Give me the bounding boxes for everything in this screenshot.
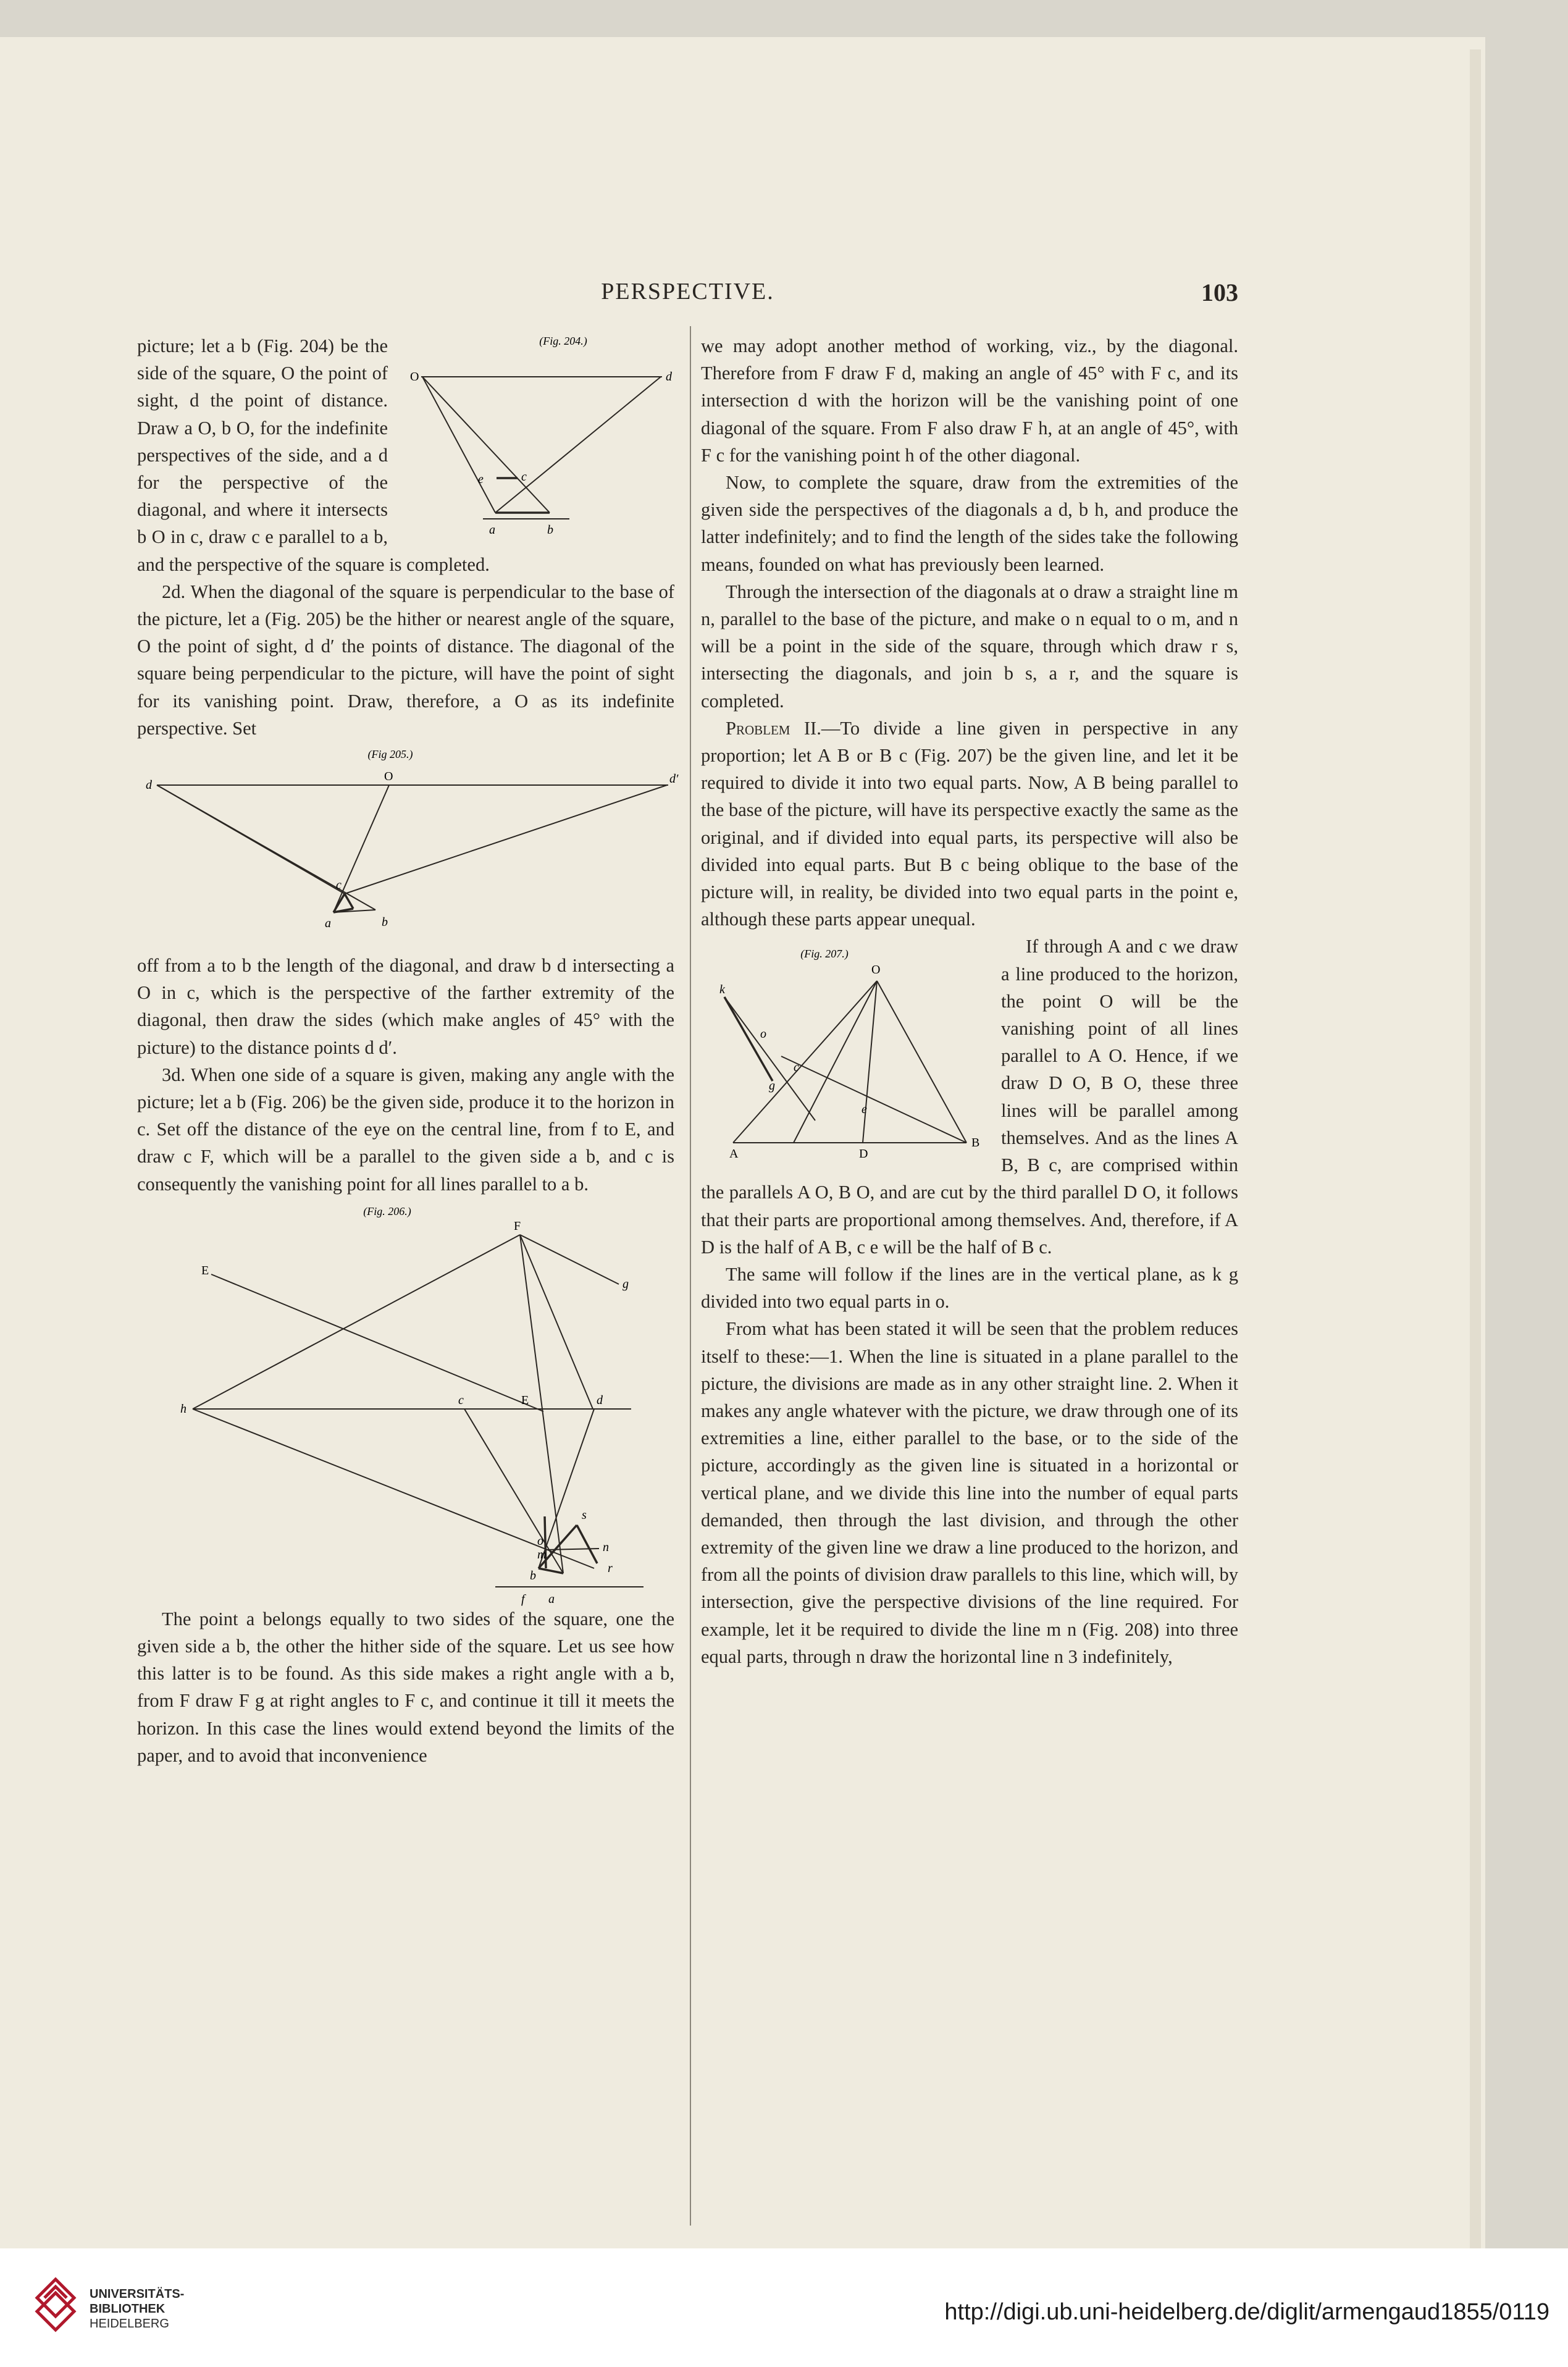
label-B: B [971, 1136, 980, 1150]
library-name-line: UNIVERSITÄTS- [90, 2287, 185, 2301]
paragraph: picture; let a b (Fig. 204) be the side of the square, O the point of sight, d the point of distance. Draw a O, b O, for the indefinite perspectives of the side, and a d for the perspective of the diagonal, and where it intersects b O in c, draw c e parallel to a b, and the perspective of the square is completed. [137, 335, 490, 575]
paragraph: 3d. When one side of a square is given, making any angle with the picture; let a b (Fig. 206) be the given side, produce it to the horizon in c. Set off the distance of the eye on the central line, from f to E, and draw c F, which will be a parallel to the given side a b, and c is consequently the vanishing point for all lines parallel to a b. [137, 1064, 674, 1195]
label-d-prime: d′ [669, 772, 679, 786]
library-name [90, 2287, 184, 2331]
running-header [137, 278, 1238, 315]
label-n: n [603, 1540, 609, 1554]
figure-206 [137, 1198, 674, 1605]
label-r: r [608, 1561, 613, 1575]
paragraph: 2d. When the diagonal of the square is perpendicular to the base of the picture, let a (Fig. 205) be the hither or nearest angle of the square, O the point of sight, d d′ the points of distance. The diagonal of the square being perpendicular to the picture, will have the point of sight for its vanishing point. Draw, therefore, a O as its indefinite perspective. Set [137, 581, 674, 739]
label-b: b [382, 915, 388, 930]
page-edge [1470, 49, 1481, 2248]
label-s: s [582, 1508, 587, 1522]
digitization-footer [0, 2248, 1568, 2367]
figure-caption: (Fig. 206.) [363, 1205, 411, 1217]
paragraph: Through the intersection of the diagonals at o draw a straight line m n, parallel to the base of the picture, and make o n equal to o m, and n will be a point in the side of the square, through which draw r s, intersecting the diagonals, and join b s, a r, and the square is completed. [701, 581, 1238, 712]
label-m: m [537, 1547, 547, 1562]
label-g: g [623, 1277, 629, 1291]
label-o: o [760, 1027, 766, 1041]
label-O: O [410, 370, 419, 384]
label-o: o [537, 1534, 543, 1548]
label-a: a [489, 523, 495, 537]
paragraph: Now, to complete the square, draw from the extremities of the given side the perspectives of the diagonals a d, b h, and produce the latter indefinitely; and to find the length of the sides take the following means, founded on what has previously been learned. [701, 472, 1238, 575]
figure-204 [396, 332, 674, 550]
library-logo-icon [31, 2273, 80, 2341]
figure-207 [701, 933, 991, 1167]
label-b: b [530, 1568, 536, 1583]
left-column [137, 332, 679, 1769]
right-column [701, 332, 1238, 1670]
label-e: e [862, 1103, 867, 1117]
problem-label: Problem II. [726, 717, 821, 739]
figure-caption: (Fig. 204.) [539, 335, 587, 347]
paragraph: From what has been stated it will be seen that the problem reduces itself to these:—1. When the line is situated in a plane parallel to the picture, the divisions are made as in any other straight line. 2. When it makes any angle whatever with the picture, we draw through one of its extremities a line, either parallel to the base, or to the side of the picture, accordingly as the given line is situated in a horizontal or vertical plane, and we divide this line into the number of equal parts demanded, then through the last division, and through the other extremity of the given line we draw a line produced to the horizon, and from all the points of division draw parallels to this line, which will, by intersection, give the perspective divisions of the line required. For example, let it be required to divide the line m n (Fig. 208) into three equal parts, through n draw the horizontal line n 3 indefinitely, [701, 1318, 1238, 1667]
label-d: d [666, 370, 672, 384]
paragraph: The point a belongs equally to two sides of the square, one the given side a b, the other the hither side of the square. Let us see how this latter is to be found. As this side makes a right angle with a b, from F draw F g at right angles to F c, and continue it till it meets the horizon. In this case the lines would extend beyond the limits of the paper, and to avoid that inconvenience [137, 1608, 674, 1766]
page-number: 103 [1201, 279, 1238, 306]
label-F: F [514, 1219, 521, 1233]
figure-caption: (Fig. 207.) [800, 948, 849, 961]
paragraph: If through A and c we draw a line produced to the horizon, the point O will be the vanishing point of all lines parallel to A O. Hence, if we draw D O, B O, these three lines will be parallel among themselves. And as the lines A B, B c, are comprised within the parallels A O, B O, and are cut by the third parallel D O, it follows that their parts are proportional among themselves. And, therefore, if A D is the half of A B, c e will be the half of B c. [701, 936, 1238, 1258]
column-rule [690, 326, 691, 2226]
label-a: a [548, 1592, 555, 1606]
label-f: f [521, 1592, 525, 1606]
label-c: c [336, 878, 342, 893]
label-A: A [729, 1147, 739, 1161]
problem-text: —To divide a line given in perspective in any proportion; let A B or B c (Fig. 207) be the given line, and let it be required to divide it into two equal parts. Now, A B being parallel to the base of the picture, will have its perspective exactly the same as the original, and if divided into equal parts, its perspective will also be divided into equal parts. But B c being oblique to the base of the picture will, in reality, be divided into two equal parts in the point e, although these parts appear unequal. [701, 717, 1238, 930]
label-g: g [769, 1079, 775, 1093]
label-E-left: E [201, 1263, 209, 1277]
figure-205 [137, 742, 679, 952]
label-a: a [325, 917, 331, 931]
paragraph: The same will follow if the lines are in the vertical plane, as k g divided into two equal parts in o. [701, 1263, 1238, 1313]
label-E: E [521, 1393, 529, 1407]
source-url-link[interactable]: http://digi.ub.uni-heidelberg.de/diglit/armengaud1855/0119 [944, 2299, 1549, 2325]
label-c: c [794, 1061, 799, 1075]
label-h: h [180, 1402, 187, 1416]
label-b: b [547, 523, 553, 537]
label-c: c [458, 1393, 464, 1407]
label-O: O [871, 963, 881, 977]
figure-caption: (Fig 205.) [367, 748, 413, 761]
label-k: k [719, 983, 725, 997]
label-c: c [521, 470, 527, 484]
library-name-line: BIBLIOTHEK [90, 2302, 166, 2316]
paragraph: off from a to b the length of the diagonal, and draw b d intersecting a O in c, which is the perspective of the farther extremity of the diagonal, then draw the sides (which make angles of 45° with the picture) to the distance points d d′. [137, 955, 674, 1058]
library-name-line: HEIDELBERG [90, 2317, 169, 2331]
label-d: d [597, 1393, 603, 1407]
label-O: O [384, 770, 393, 784]
paragraph: we may adopt another method of working, viz., by the diagonal. Therefore from F draw F d, making an angle of 45° with F c, and its intersection d with the horizon will be the vanishing point of one diagonal of the square. From F also draw F h, at an angle of 45°, with F c for the vanishing point h of the other diagonal. [701, 335, 1238, 466]
label-d: d [146, 778, 152, 793]
label-e: e [478, 473, 484, 486]
running-title: PERSPECTIVE. [601, 279, 774, 305]
paragraph [701, 715, 1238, 933]
label-D: D [859, 1147, 868, 1161]
